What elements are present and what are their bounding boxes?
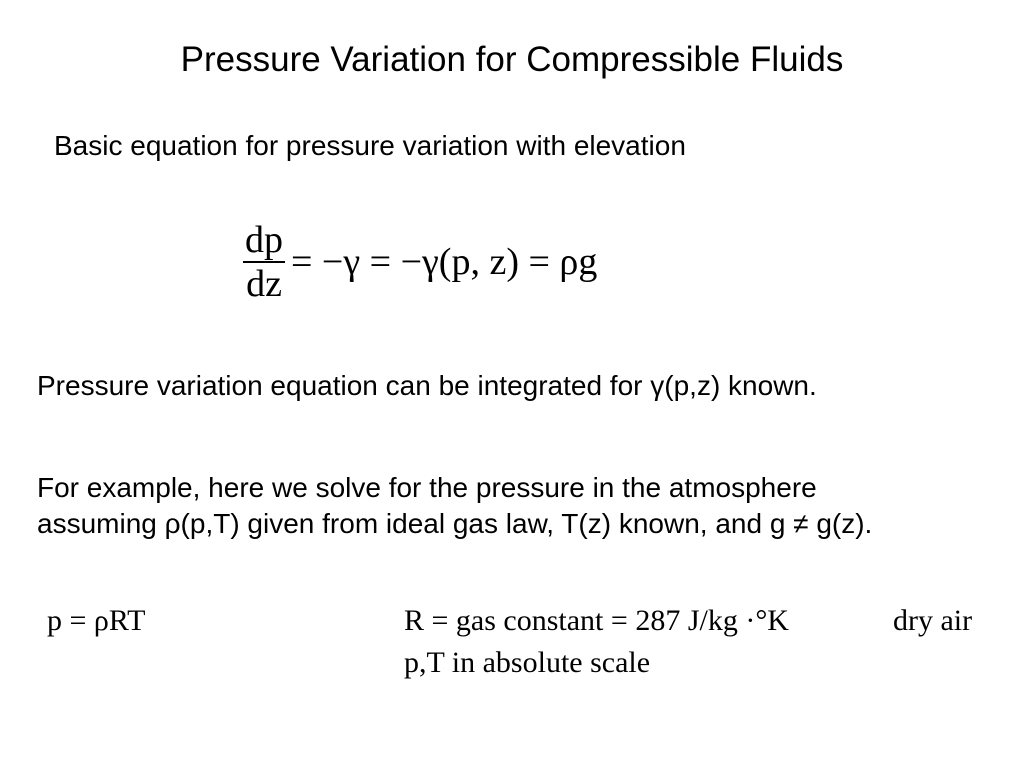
fraction-denominator: dz	[246, 263, 282, 305]
absolute-scale-note: p,T in absolute scale	[404, 646, 651, 679]
ideal-gas-law-formula: p = ρRT	[47, 604, 146, 637]
derivative-fraction	[243, 219, 285, 305]
fraction-numerator: dp	[245, 219, 283, 261]
slide-title: Pressure Variation for Compressible Fluids	[180, 40, 844, 79]
dry-air-label: dry air	[893, 604, 973, 637]
equation-rhs: = −γ = −γ(p, z) = ρg	[291, 241, 598, 283]
gas-constant-formula: R = gas constant = 287 J/kg ·°K	[404, 604, 789, 637]
paragraph-example: For example, here we solve for the pressure in the atmosphere assuming ρ(p,T) given from ideal gas law, T(z) known, and g ≠ g(z).	[37, 472, 873, 539]
pressure-elevation-equation	[243, 212, 597, 312]
paragraph-integration: Pressure variation equation can be integrated for γ(p,z) known.	[37, 370, 817, 401]
slide-subtitle: Basic equation for pressure variation with elevation	[54, 130, 686, 161]
